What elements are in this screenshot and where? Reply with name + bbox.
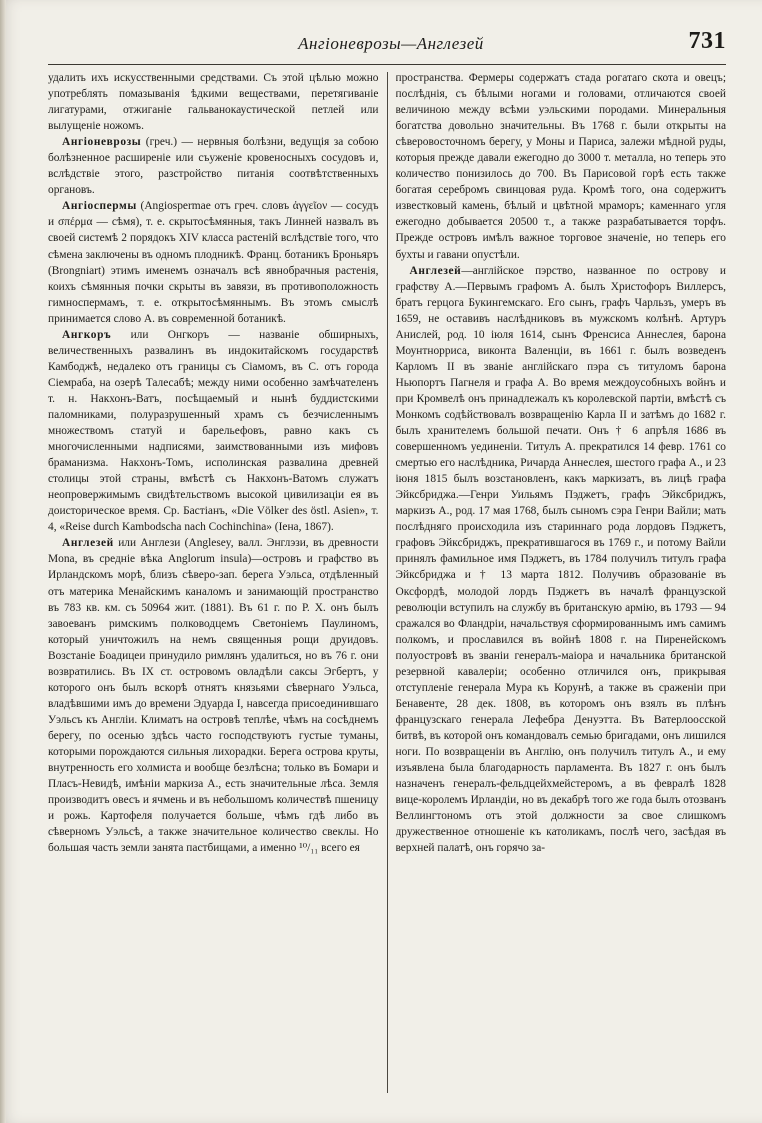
entry-text: удалить ихъ искусственными средствами. Съ этой цѣлью можно употреблять помазыванія ѣдкими веществами, перетягиваніе лигатурами, отжиганіе гальванокаустической петлей или вылущеніе ножомъ.: [48, 72, 379, 133]
column-divider: [387, 72, 388, 1093]
entry-headword: Англезей: [62, 537, 114, 550]
left-column: [48, 70, 379, 1093]
header-rule: [48, 64, 726, 65]
entry-text: или Англези (Anglesey, валл. Энглэзи, въ древности Mona, въ средніе вѣка Anglorum insula)—островъ и графство въ Ирландскомъ морѣ, близъ сѣверо-зап. берега Уэльса, отдѣленный отъ материка Менайскимъ каналомъ и занимающій пространство въ 783 кв. км. съ 50964 жит. (1881). Въ 61 г. по Р. Х. онъ былъ завоеванъ римскимъ полководцемъ Светоніемъ Паулиномъ, который уничтожилъ на немъ священныя рощи друидовъ. Возстаніе Боадицеи принудило римлянъ удалиться, но въ 76 г. они возвратились. Въ IX ст. островомъ овладѣли саксы Эгбертъ, у которого онъ былъ вскорѣ отнятъ князьями сѣвернаго Уэльса, владѣвшими имъ до времени Эдуарда I, навсегда присоединившаго Уэльсъ къ Англіи. Климатъ на островѣ теплѣе, чѣмъ на сосѣднемъ берегу, по осенью здѣсь часто господствуютъ густые туманы, которыми порождаются сильныя лихорадки. Берега острова круты, внутренность его холмиста и вообще безлѣсна; только въ Бомари и Пласъ-Невидѣ, имѣніи маркиза А., есть значительные лѣса. Земля производитъ овесъ и ячмень и въ небольшомъ количествѣ пшеницу и рожь. Картофеля получается больше, чѣмъ гдѣ либо въ сѣверномъ Уэльсѣ, а также значительное количество свеклы. Но большая часть земли занята пастбищами, а именно ¹⁰/₁₁ всего ея: [48, 537, 379, 855]
article-entry: [396, 263, 727, 857]
entry-text: —англійское пэрство, названное по острову и графству А.—Первымъ графомъ А. былъ Христофоръ Виллерсъ, братъ герцога Букингемскаго. Его сынъ, графъ Чарльзъ, умеръ въ 1659, не оставивъ наслѣдниковъ въ мужскомъ колѣнѣ. Артуръ Анислей, род. 10 іюля 1614, сынъ Френсиса Аннеслея, барона Моунтнорриса, виконта Валенціи, въ 1661 г. былъ возведенъ Карломъ II въ званіе англійскаго пэра съ титуломъ барона Ньюпортъ Пагнеля и графа А. Во время междоусобныхъ войнъ и при Кромвелѣ онъ принадлежалъ къ королевской партіи, вмѣстѣ съ Монкомъ содѣйствовалъ возвращенію Карла II и затѣмъ до 1682 г. былъ хранителемъ большой печати. Онъ † 6 апрѣля 1686 въ совершенномъ уединеніи. Титулъ А. прекратился 14 февр. 1761 со смертью его наслѣдника, Ричарда Аннеслея, шестого графа А., и 23 іюня 1815 былъ возстановленъ, какъ маркизатъ, въ лицѣ графа Эйксбриджа.—Генри Уильямъ Пэджетъ, графъ Эйксбриджъ, маркизъ А., род. 17 мая 1768, былъ сыномъ сэра Генри Вайли; мать послѣдняго происходила изъ стариннаго рода лордовъ Пэджетъ, графовъ Эйксбриджъ, прекратившагося въ 1769 г., и потому Вайли принялъ фамильное имя Пэджетъ, въ 1784 получилъ титулъ графа Эйксбриджа и † 13 марта 1812. Получивъ образованіе въ Оксфордѣ, молодой лордъ Пэджетъ въ началѣ французской революціи вступилъ на службу въ британскую армію, въ 1793 — 94 сражался во Фландріи, начальствуя сформированнымъ имъ самимъ полкомъ, и прославился въ войнѣ 1808 г. на Пиренейскомъ полуостровѣ въ званіи генералъ-маіора и начальника британской резервной кавалеріи; особенно отличился онъ, прикрывая отступленіе генерала Мура къ Корунѣ, а также въ сраженіи при Бенавенте, 28 дек. 1808, въ которомъ онъ взялъ въ плѣнъ французскаго генерала Лефебра Денуэтта. Въ Ватерлоосской битвѣ, въ которой онъ командовалъ семью бригадами, онъ лишился ноги. По возвращеніи въ Англію, онъ получилъ титулъ А., и ему изъявлена была благодарность парламента. Въ 1827 г. онъ былъ назначенъ генералъ-фельдцейхмейстеромъ, а въ февралѣ 1828 вице-королемъ Ирландіи, но въ декабрѣ того же года былъ отозванъ Веллингтономъ отъ этой должности за свое слишкомъ дружественное отношеніе къ католикамъ, послѣ чего, засѣдая въ верхней палатѣ, онъ горячо за-: [395, 264, 726, 855]
page-number: 731: [688, 28, 726, 54]
entry-text: или Онгкоръ — названіе обширныхъ, величественныхъ развалинъ въ индокитайскомъ государствѣ Камбоджѣ, недалеко отъ границы съ Сіамомъ, въ С. отъ города Сіемраба, на озерѣ Талесабѣ; между ними особенно замѣчателенъ т. н. Накхонъ-Ватъ, посѣщаемый и нынѣ буддистскими паломниками, полуразрушенный храмъ съ безчисленнымъ множествомъ статуй и барельефовъ, равно какъ съ многочисленными надписями, заимствованными изъ мифовъ браманизма. Накхонъ-Томъ, исполинская развалина древней столицы этой страны, вмѣстѣ съ Накхонъ-Ватомъ служатъ неопровержимымъ свидѣтельствомъ высокой цивилизаціи ея въ доисторическое время. Ср. Бастіанъ, «Die Völker des östl. Asien», т. 4, «Reise durch Kambodscha nach Cochinchina» (Іена, 1867).: [48, 328, 379, 534]
text-columns: [48, 70, 726, 1093]
article-entry: [48, 535, 379, 856]
article-continuation: [48, 70, 379, 134]
entry-headword: Ангіоспермы: [62, 200, 137, 213]
entry-headword: Ангіоневрозы: [62, 136, 142, 149]
running-head: Ангіоневрозы—Англезей: [298, 34, 484, 53]
article-entry: [48, 327, 379, 536]
article-entry: [48, 198, 379, 326]
page-header: [48, 28, 734, 60]
right-column: [396, 70, 727, 1093]
entry-headword: Англезей: [409, 264, 462, 277]
book-spine-shadow: [0, 0, 6, 1123]
entry-text: пространства. Фермеры содержатъ стада рогатаго скота и овецъ; послѣднія, съ бѣлыми ногами и головами, отличаются своей величиною между всѣми уэльскими породами. Минеральныя богатства довольно значительны. Въ 1768 г. были открыты на сѣверовосточномъ берегу, у Моны и Париса, залежи мѣдной руды, которыя прежде давали ежегодно до 3000 т. металла, но теперь это количество понизилось до 700. Въ Парисовой горѣ есть также богатая серебромъ свинцовая руда. Кромѣ того, она содержитъ известковый камень, бѣлый и цвѣтной мраморъ; каменнаго угля ежегодно добывается 20500 т., а также разрабатывается торфъ. Прежде островъ имѣлъ важное торговое значеніе, но теперь его бухты и гавани опустѣли.: [395, 72, 726, 261]
entry-text: (Angiospermae отъ греч. словъ ἀγγεῖον — сосудъ и σπέρμα — сѣмя), т. е. скрытосѣмянныя, такъ Линней назвалъ въ своей системѣ 2 порядокъ XIV класса растеній вслѣдствіе того, что сѣмена заключены въ одномъ плодникѣ. Франц. ботаникъ Броньяръ (Brongniart) этимъ именемъ означалъ всѣ явнобрачныя растенія, коихъ сѣмянныя почки скрыты въ завязи, въ противоположность гимноспермамъ, т. е. открытосѣмяннымъ. Въ этомъ смыслѣ принимается слово А. въ современной ботаникѣ.: [48, 200, 379, 325]
entry-text: (греч.) — нервныя болѣзни, ведущія за собою болѣзненное расширеніе или съуженіе кровеносныхъ сосудовъ и, вслѣдствіе этого, разстройство питанія соотвѣтственныхъ органовъ.: [48, 136, 379, 197]
article-entry: [48, 134, 379, 198]
entry-headword: Ангкоръ: [62, 328, 112, 341]
article-continuation: [396, 70, 727, 263]
